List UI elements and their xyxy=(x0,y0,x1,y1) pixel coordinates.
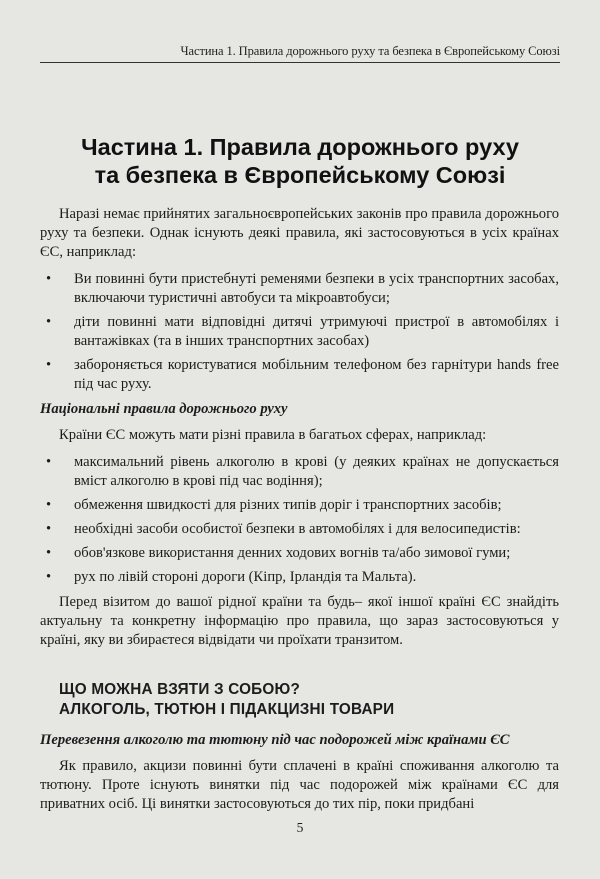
list-item-text: забороняється користуватися мобільним телефоном без гарнітури hands free під час руху. xyxy=(74,357,559,392)
running-head: Частина 1. Правила дорожнього руху та безпека в Європейському Союзі xyxy=(180,44,560,58)
list-item xyxy=(40,453,559,491)
list-item xyxy=(40,313,559,351)
bullet-icon: • xyxy=(46,545,52,561)
bullet-icon: • xyxy=(46,569,52,585)
header-rule xyxy=(40,62,560,63)
national-intro-paragraph: Країни ЄС можуть мати різні правила в багатьох сферах, наприклад: xyxy=(59,427,487,443)
list-item xyxy=(40,496,559,515)
page-number: 5 xyxy=(296,820,304,835)
section-heading-line-1: ЩО МОЖНА ВЗЯТИ З СОБОЮ? xyxy=(59,681,300,698)
bullet-icon: • xyxy=(46,271,52,287)
before-visit-paragraph: Перед візитом до вашої рідної країни та будь– якої іншої країні ЄС знайдіть актуальну та конкретну інформацію про правила, що зараз застосовуються у країні, яку ви збираєтеся відвідати чи проїхати транзитом. xyxy=(40,594,559,648)
list-item xyxy=(40,520,559,539)
chapter-title xyxy=(0,133,600,189)
list-item xyxy=(40,270,559,308)
excise-paragraph: Як правило, акцизи повинні бути сплачені в країні споживання алкоголю та тютюну. Проте існують винятки під час подорожей між країнами ЄС для приватних осіб. Ці винятки застосовуються до тих пір, поки придбані xyxy=(40,758,559,812)
bullet-icon: • xyxy=(46,357,52,373)
bullet-icon: • xyxy=(46,521,52,537)
list-item-text: Ви повинні бути пристебнуті ременями безпеки в усіх транспортних засобах, включаючи туристичні автобуси та мікроавтобуси; xyxy=(74,271,559,306)
section-heading xyxy=(40,680,559,720)
chapter-title-line-2: та безпека в Європейському Союзі xyxy=(94,161,506,188)
page-body xyxy=(40,205,559,822)
list-item-text: необхідні засоби особистої безпеки в автомобілях і для велосипедистів: xyxy=(74,521,521,537)
list-item-text: максимальний рівень алкоголю в крові (у деяких країнах не допускається вміст алкоголю в крові під час водіння); xyxy=(74,454,559,489)
transport-heading: Перевезення алкоголю та тютюну під час подорожей між країнами ЄС xyxy=(40,732,510,748)
list-item-text: рух по лівій стороні дороги (Кіпр, Ірландія та Мальта). xyxy=(74,569,417,585)
bullet-icon: • xyxy=(46,454,52,470)
list-item xyxy=(40,544,559,563)
chapter-title-line-1: Частина 1. Правила дорожнього руху xyxy=(81,133,519,160)
bullet-icon: • xyxy=(46,497,52,513)
intro-paragraph: Наразі немає прийнятих загальноєвропейських законів про правила дорожнього руху та безпеки. Однак існують деякі правила, які застосовуються в усіх країнах ЄС, наприклад: xyxy=(40,206,559,260)
national-rules-list xyxy=(40,453,559,587)
section-heading-line-2: АЛКОГОЛЬ, ТЮТЮН І ПІДАКЦИЗНІ ТОВАРИ xyxy=(59,701,395,718)
list-item-text: діти повинні мати відповідні дитячі утримуючі пристрої в автомобілях і вантажівках (та в інших транспортних засобах) xyxy=(74,314,559,349)
bullet-icon: • xyxy=(46,314,52,330)
eu-rules-list xyxy=(40,270,559,394)
list-item-text: обмеження швидкості для різних типів доріг і транспортних засобів; xyxy=(74,497,502,513)
list-item xyxy=(40,356,559,394)
list-item-text: обов'язкове використання денних ходових вогнів та/або зимової гуми; xyxy=(74,545,511,561)
national-rules-heading: Національні правила дорожнього руху xyxy=(40,401,288,417)
list-item xyxy=(40,568,559,587)
